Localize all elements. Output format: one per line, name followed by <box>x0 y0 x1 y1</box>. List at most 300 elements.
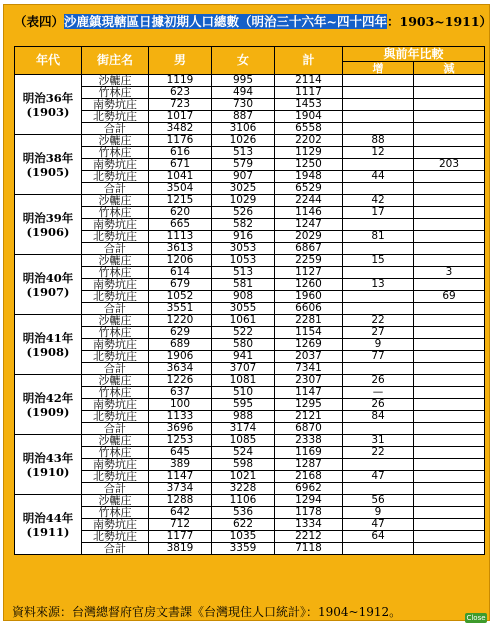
female-cell: 622 <box>212 519 275 531</box>
decrease-cell <box>414 351 485 363</box>
street-name-cell: 北勢坑庄 <box>82 291 149 303</box>
female-cell: 513 <box>212 267 275 279</box>
population-table <box>14 46 485 555</box>
male-cell: 679 <box>149 279 212 291</box>
decrease-cell <box>414 195 485 207</box>
decrease-cell <box>414 207 485 219</box>
male-cell: 1288 <box>149 495 212 507</box>
table-row <box>15 459 485 471</box>
title-highlight: 沙鹿鎮現轄區日據初期人口總數（明治三十六年~四十四年 <box>64 14 387 29</box>
male-cell: 623 <box>149 87 212 99</box>
decrease-cell <box>414 87 485 99</box>
male-cell: 3734 <box>149 483 212 495</box>
total-cell: 6529 <box>275 183 343 195</box>
total-cell: 1260 <box>275 279 343 291</box>
increase-cell <box>343 243 414 255</box>
increase-cell <box>343 99 414 111</box>
decrease-cell <box>414 279 485 291</box>
female-cell: 730 <box>212 99 275 111</box>
street-name-cell: 南勢坑庄 <box>82 279 149 291</box>
increase-cell: — <box>343 387 414 399</box>
male-cell: 614 <box>149 267 212 279</box>
decrease-cell <box>414 171 485 183</box>
population-table-wrap <box>14 46 484 555</box>
total-cell: 2259 <box>275 255 343 267</box>
male-cell: 642 <box>149 507 212 519</box>
era-name: 明治36年 <box>22 90 74 105</box>
male-cell: 620 <box>149 207 212 219</box>
table-row <box>15 543 485 555</box>
increase-cell: 56 <box>343 495 414 507</box>
table-row <box>15 423 485 435</box>
male-cell: 689 <box>149 339 212 351</box>
total-cell: 1287 <box>275 459 343 471</box>
decrease-cell <box>414 327 485 339</box>
street-name-cell: 竹林庄 <box>82 507 149 519</box>
era-cell <box>15 495 82 555</box>
female-cell: 1029 <box>212 195 275 207</box>
male-cell: 1113 <box>149 231 212 243</box>
total-cell: 1453 <box>275 99 343 111</box>
total-cell: 1146 <box>275 207 343 219</box>
era-year: (1908) <box>26 344 70 359</box>
female-cell: 524 <box>212 447 275 459</box>
total-cell: 6962 <box>275 483 343 495</box>
female-cell: 3055 <box>212 303 275 315</box>
table-row <box>15 231 485 243</box>
decrease-cell <box>414 75 485 87</box>
street-name-cell: 北勢坑庄 <box>82 411 149 423</box>
header-decrease: 減 <box>414 62 485 75</box>
decrease-cell <box>414 519 485 531</box>
street-name-cell: 北勢坑庄 <box>82 171 149 183</box>
era-year: (1907) <box>26 284 70 299</box>
male-cell: 100 <box>149 399 212 411</box>
increase-cell: 9 <box>343 507 414 519</box>
table-row <box>15 279 485 291</box>
table-title <box>14 13 493 31</box>
total-cell: 1178 <box>275 507 343 519</box>
street-name-cell: 合計 <box>82 423 149 435</box>
decrease-cell <box>414 111 485 123</box>
street-name-cell: 南勢坑庄 <box>82 159 149 171</box>
female-cell: 582 <box>212 219 275 231</box>
street-name-cell: 沙轆庄 <box>82 255 149 267</box>
decrease-cell <box>414 243 485 255</box>
female-cell: 941 <box>212 351 275 363</box>
total-cell: 1948 <box>275 171 343 183</box>
female-cell: 3106 <box>212 123 275 135</box>
table-row <box>15 243 485 255</box>
street-name-cell: 沙轆庄 <box>82 375 149 387</box>
increase-cell: 17 <box>343 207 414 219</box>
street-name-cell: 南勢坑庄 <box>82 99 149 111</box>
table-row <box>15 339 485 351</box>
decrease-cell <box>414 135 485 147</box>
era-year: (1909) <box>26 404 70 419</box>
increase-cell: 64 <box>343 531 414 543</box>
table-row <box>15 387 485 399</box>
increase-cell <box>343 483 414 495</box>
female-cell: 3707 <box>212 363 275 375</box>
table-row <box>15 447 485 459</box>
increase-cell: 88 <box>343 135 414 147</box>
total-cell: 1294 <box>275 495 343 507</box>
increase-cell: 27 <box>343 327 414 339</box>
total-cell: 2244 <box>275 195 343 207</box>
decrease-cell <box>414 231 485 243</box>
total-cell: 7341 <box>275 363 343 375</box>
male-cell: 3482 <box>149 123 212 135</box>
street-name-cell: 竹林庄 <box>82 267 149 279</box>
decrease-cell <box>414 507 485 519</box>
header-street: 街庄名 <box>82 47 149 75</box>
female-cell: 595 <box>212 399 275 411</box>
male-cell: 1215 <box>149 195 212 207</box>
street-name-cell: 合計 <box>82 363 149 375</box>
increase-cell <box>343 159 414 171</box>
era-name: 明治40年 <box>22 270 74 285</box>
female-cell: 1061 <box>212 315 275 327</box>
decrease-cell: 203 <box>414 159 485 171</box>
male-cell: 1176 <box>149 135 212 147</box>
decrease-cell <box>414 411 485 423</box>
decrease-cell <box>414 147 485 159</box>
header-male: 男 <box>149 47 212 75</box>
female-cell: 907 <box>212 171 275 183</box>
table-row <box>15 255 485 267</box>
increase-cell <box>343 267 414 279</box>
table-row <box>15 471 485 483</box>
street-name-cell: 竹林庄 <box>82 207 149 219</box>
male-cell: 637 <box>149 387 212 399</box>
decrease-cell <box>414 123 485 135</box>
street-name-cell: 北勢坑庄 <box>82 231 149 243</box>
female-cell: 598 <box>212 459 275 471</box>
street-name-cell: 沙轆庄 <box>82 315 149 327</box>
era-cell <box>15 75 82 135</box>
decrease-cell <box>414 447 485 459</box>
male-cell: 1177 <box>149 531 212 543</box>
increase-cell <box>343 219 414 231</box>
total-cell: 1250 <box>275 159 343 171</box>
male-cell: 665 <box>149 219 212 231</box>
increase-cell <box>343 303 414 315</box>
table-row <box>15 111 485 123</box>
street-name-cell: 合計 <box>82 183 149 195</box>
total-cell: 1154 <box>275 327 343 339</box>
total-cell: 2212 <box>275 531 343 543</box>
female-cell: 513 <box>212 147 275 159</box>
table-row <box>15 99 485 111</box>
decrease-cell <box>414 219 485 231</box>
female-cell: 3174 <box>212 423 275 435</box>
table-row <box>15 219 485 231</box>
female-cell: 1085 <box>212 435 275 447</box>
header-total: 計 <box>275 47 343 75</box>
increase-cell <box>343 423 414 435</box>
street-name-cell: 沙轆庄 <box>82 195 149 207</box>
title-prefix: （表四） <box>14 14 65 29</box>
increase-cell <box>343 543 414 555</box>
decrease-cell <box>414 255 485 267</box>
total-cell: 1334 <box>275 519 343 531</box>
street-name-cell: 竹林庄 <box>82 447 149 459</box>
table-row <box>15 87 485 99</box>
table-row <box>15 147 485 159</box>
male-cell: 3613 <box>149 243 212 255</box>
street-name-cell: 合計 <box>82 543 149 555</box>
male-cell: 1147 <box>149 471 212 483</box>
decrease-cell <box>414 303 485 315</box>
street-name-cell: 沙轆庄 <box>82 495 149 507</box>
street-name-cell: 南勢坑庄 <box>82 399 149 411</box>
increase-cell: 12 <box>343 147 414 159</box>
header-increase: 增 <box>343 62 414 75</box>
table-row <box>15 207 485 219</box>
total-cell: 2307 <box>275 375 343 387</box>
decrease-cell <box>414 183 485 195</box>
increase-cell: 26 <box>343 399 414 411</box>
total-cell: 1247 <box>275 219 343 231</box>
decrease-cell <box>414 459 485 471</box>
female-cell: 1081 <box>212 375 275 387</box>
total-cell: 1169 <box>275 447 343 459</box>
decrease-cell <box>414 339 485 351</box>
street-name-cell: 北勢坑庄 <box>82 351 149 363</box>
male-cell: 671 <box>149 159 212 171</box>
street-name-cell: 南勢坑庄 <box>82 519 149 531</box>
male-cell: 1906 <box>149 351 212 363</box>
male-cell: 616 <box>149 147 212 159</box>
decrease-cell <box>414 531 485 543</box>
increase-cell <box>343 123 414 135</box>
female-cell: 1026 <box>212 135 275 147</box>
decrease-cell <box>414 435 485 447</box>
male-cell: 645 <box>149 447 212 459</box>
table-row <box>15 75 485 87</box>
era-year: (1906) <box>26 224 70 239</box>
increase-cell <box>343 183 414 195</box>
table-row <box>15 195 485 207</box>
increase-cell: 77 <box>343 351 414 363</box>
title-suffix: ：1903~1911） <box>387 14 493 29</box>
female-cell: 908 <box>212 291 275 303</box>
street-name-cell: 北勢坑庄 <box>82 471 149 483</box>
era-year: (1905) <box>26 164 70 179</box>
decrease-cell <box>414 363 485 375</box>
decrease-cell <box>414 483 485 495</box>
male-cell: 1133 <box>149 411 212 423</box>
female-cell: 3228 <box>212 483 275 495</box>
female-cell: 536 <box>212 507 275 519</box>
male-cell: 3696 <box>149 423 212 435</box>
header-era: 年代 <box>15 47 82 75</box>
male-cell: 629 <box>149 327 212 339</box>
increase-cell: 22 <box>343 315 414 327</box>
table-row <box>15 507 485 519</box>
table-row <box>15 327 485 339</box>
table-row <box>15 435 485 447</box>
table-row <box>15 315 485 327</box>
era-year: (1903) <box>26 104 70 119</box>
era-cell <box>15 195 82 255</box>
female-cell: 988 <box>212 411 275 423</box>
male-cell: 3819 <box>149 543 212 555</box>
total-cell: 1960 <box>275 291 343 303</box>
male-cell: 1017 <box>149 111 212 123</box>
street-name-cell: 北勢坑庄 <box>82 111 149 123</box>
increase-cell <box>343 75 414 87</box>
total-cell: 6870 <box>275 423 343 435</box>
total-cell: 1269 <box>275 339 343 351</box>
male-cell: 3504 <box>149 183 212 195</box>
street-name-cell: 合計 <box>82 483 149 495</box>
table-row <box>15 123 485 135</box>
increase-cell <box>343 291 414 303</box>
male-cell: 389 <box>149 459 212 471</box>
street-name-cell: 合計 <box>82 243 149 255</box>
decrease-cell <box>414 375 485 387</box>
male-cell: 1041 <box>149 171 212 183</box>
popup-frame <box>3 4 493 621</box>
table-header <box>15 47 485 75</box>
total-cell: 2037 <box>275 351 343 363</box>
female-cell: 1106 <box>212 495 275 507</box>
female-cell: 3359 <box>212 543 275 555</box>
street-name-cell: 竹林庄 <box>82 327 149 339</box>
decrease-cell <box>414 399 485 411</box>
total-cell: 2202 <box>275 135 343 147</box>
total-cell: 6606 <box>275 303 343 315</box>
increase-cell: 31 <box>343 435 414 447</box>
street-name-cell: 北勢坑庄 <box>82 531 149 543</box>
street-name-cell: 南勢坑庄 <box>82 459 149 471</box>
total-cell: 7118 <box>275 543 343 555</box>
decrease-cell <box>414 471 485 483</box>
era-name: 明治44年 <box>22 510 74 525</box>
male-cell: 3634 <box>149 363 212 375</box>
era-name: 明治43年 <box>22 450 74 465</box>
table-row <box>15 267 485 279</box>
table-row <box>15 399 485 411</box>
increase-cell <box>343 459 414 471</box>
decrease-cell <box>414 315 485 327</box>
street-name-cell: 南勢坑庄 <box>82 339 149 351</box>
decrease-cell <box>414 99 485 111</box>
total-cell: 2168 <box>275 471 343 483</box>
male-cell: 1206 <box>149 255 212 267</box>
total-cell: 2114 <box>275 75 343 87</box>
close-button[interactable]: Close <box>466 614 486 622</box>
total-cell: 1147 <box>275 387 343 399</box>
female-cell: 510 <box>212 387 275 399</box>
source-note: 資料來源：台灣總督府官房文書課《台灣現住人口統計》：1904~1912。 <box>12 605 402 619</box>
era-cell <box>15 255 82 315</box>
female-cell: 1021 <box>212 471 275 483</box>
era-year: (1910) <box>26 464 70 479</box>
table-row <box>15 351 485 363</box>
table-row <box>15 531 485 543</box>
total-cell: 2338 <box>275 435 343 447</box>
increase-cell: 44 <box>343 171 414 183</box>
increase-cell: 81 <box>343 231 414 243</box>
total-cell: 1129 <box>275 147 343 159</box>
female-cell: 494 <box>212 87 275 99</box>
decrease-cell: 69 <box>414 291 485 303</box>
table-row <box>15 411 485 423</box>
increase-cell: 15 <box>343 255 414 267</box>
era-cell <box>15 135 82 195</box>
era-cell <box>15 315 82 375</box>
female-cell: 3025 <box>212 183 275 195</box>
street-name-cell: 沙轆庄 <box>82 135 149 147</box>
decrease-cell <box>414 543 485 555</box>
total-cell: 1117 <box>275 87 343 99</box>
increase-cell: 13 <box>343 279 414 291</box>
increase-cell: 84 <box>343 411 414 423</box>
male-cell: 1052 <box>149 291 212 303</box>
era-name: 明治39年 <box>22 210 74 225</box>
increase-cell: 9 <box>343 339 414 351</box>
era-year: (1911) <box>26 524 70 539</box>
street-name-cell: 合計 <box>82 123 149 135</box>
table-row <box>15 291 485 303</box>
street-name-cell: 竹林庄 <box>82 387 149 399</box>
male-cell: 3551 <box>149 303 212 315</box>
street-name-cell: 竹林庄 <box>82 87 149 99</box>
era-cell <box>15 375 82 435</box>
street-name-cell: 南勢坑庄 <box>82 219 149 231</box>
female-cell: 916 <box>212 231 275 243</box>
decrease-cell: 3 <box>414 267 485 279</box>
total-cell: 2029 <box>275 231 343 243</box>
total-cell: 1295 <box>275 399 343 411</box>
header-compare: 與前年比較 <box>343 47 485 62</box>
total-cell: 2281 <box>275 315 343 327</box>
table-row <box>15 159 485 171</box>
male-cell: 1220 <box>149 315 212 327</box>
increase-cell <box>343 87 414 99</box>
era-name: 明治41年 <box>22 330 74 345</box>
female-cell: 526 <box>212 207 275 219</box>
female-cell: 522 <box>212 327 275 339</box>
total-cell: 6558 <box>275 123 343 135</box>
table-row <box>15 171 485 183</box>
table-body <box>15 75 485 555</box>
total-cell: 1904 <box>275 111 343 123</box>
street-name-cell: 合計 <box>82 303 149 315</box>
table-row <box>15 519 485 531</box>
street-name-cell: 沙轆庄 <box>82 435 149 447</box>
male-cell: 723 <box>149 99 212 111</box>
total-cell: 2121 <box>275 411 343 423</box>
female-cell: 995 <box>212 75 275 87</box>
era-cell <box>15 435 82 495</box>
female-cell: 1035 <box>212 531 275 543</box>
female-cell: 887 <box>212 111 275 123</box>
total-cell: 1127 <box>275 267 343 279</box>
decrease-cell <box>414 387 485 399</box>
era-name: 明治38年 <box>22 150 74 165</box>
increase-cell <box>343 363 414 375</box>
male-cell: 1119 <box>149 75 212 87</box>
street-name-cell: 沙轆庄 <box>82 75 149 87</box>
table-row <box>15 375 485 387</box>
female-cell: 581 <box>212 279 275 291</box>
female-cell: 579 <box>212 159 275 171</box>
female-cell: 3053 <box>212 243 275 255</box>
